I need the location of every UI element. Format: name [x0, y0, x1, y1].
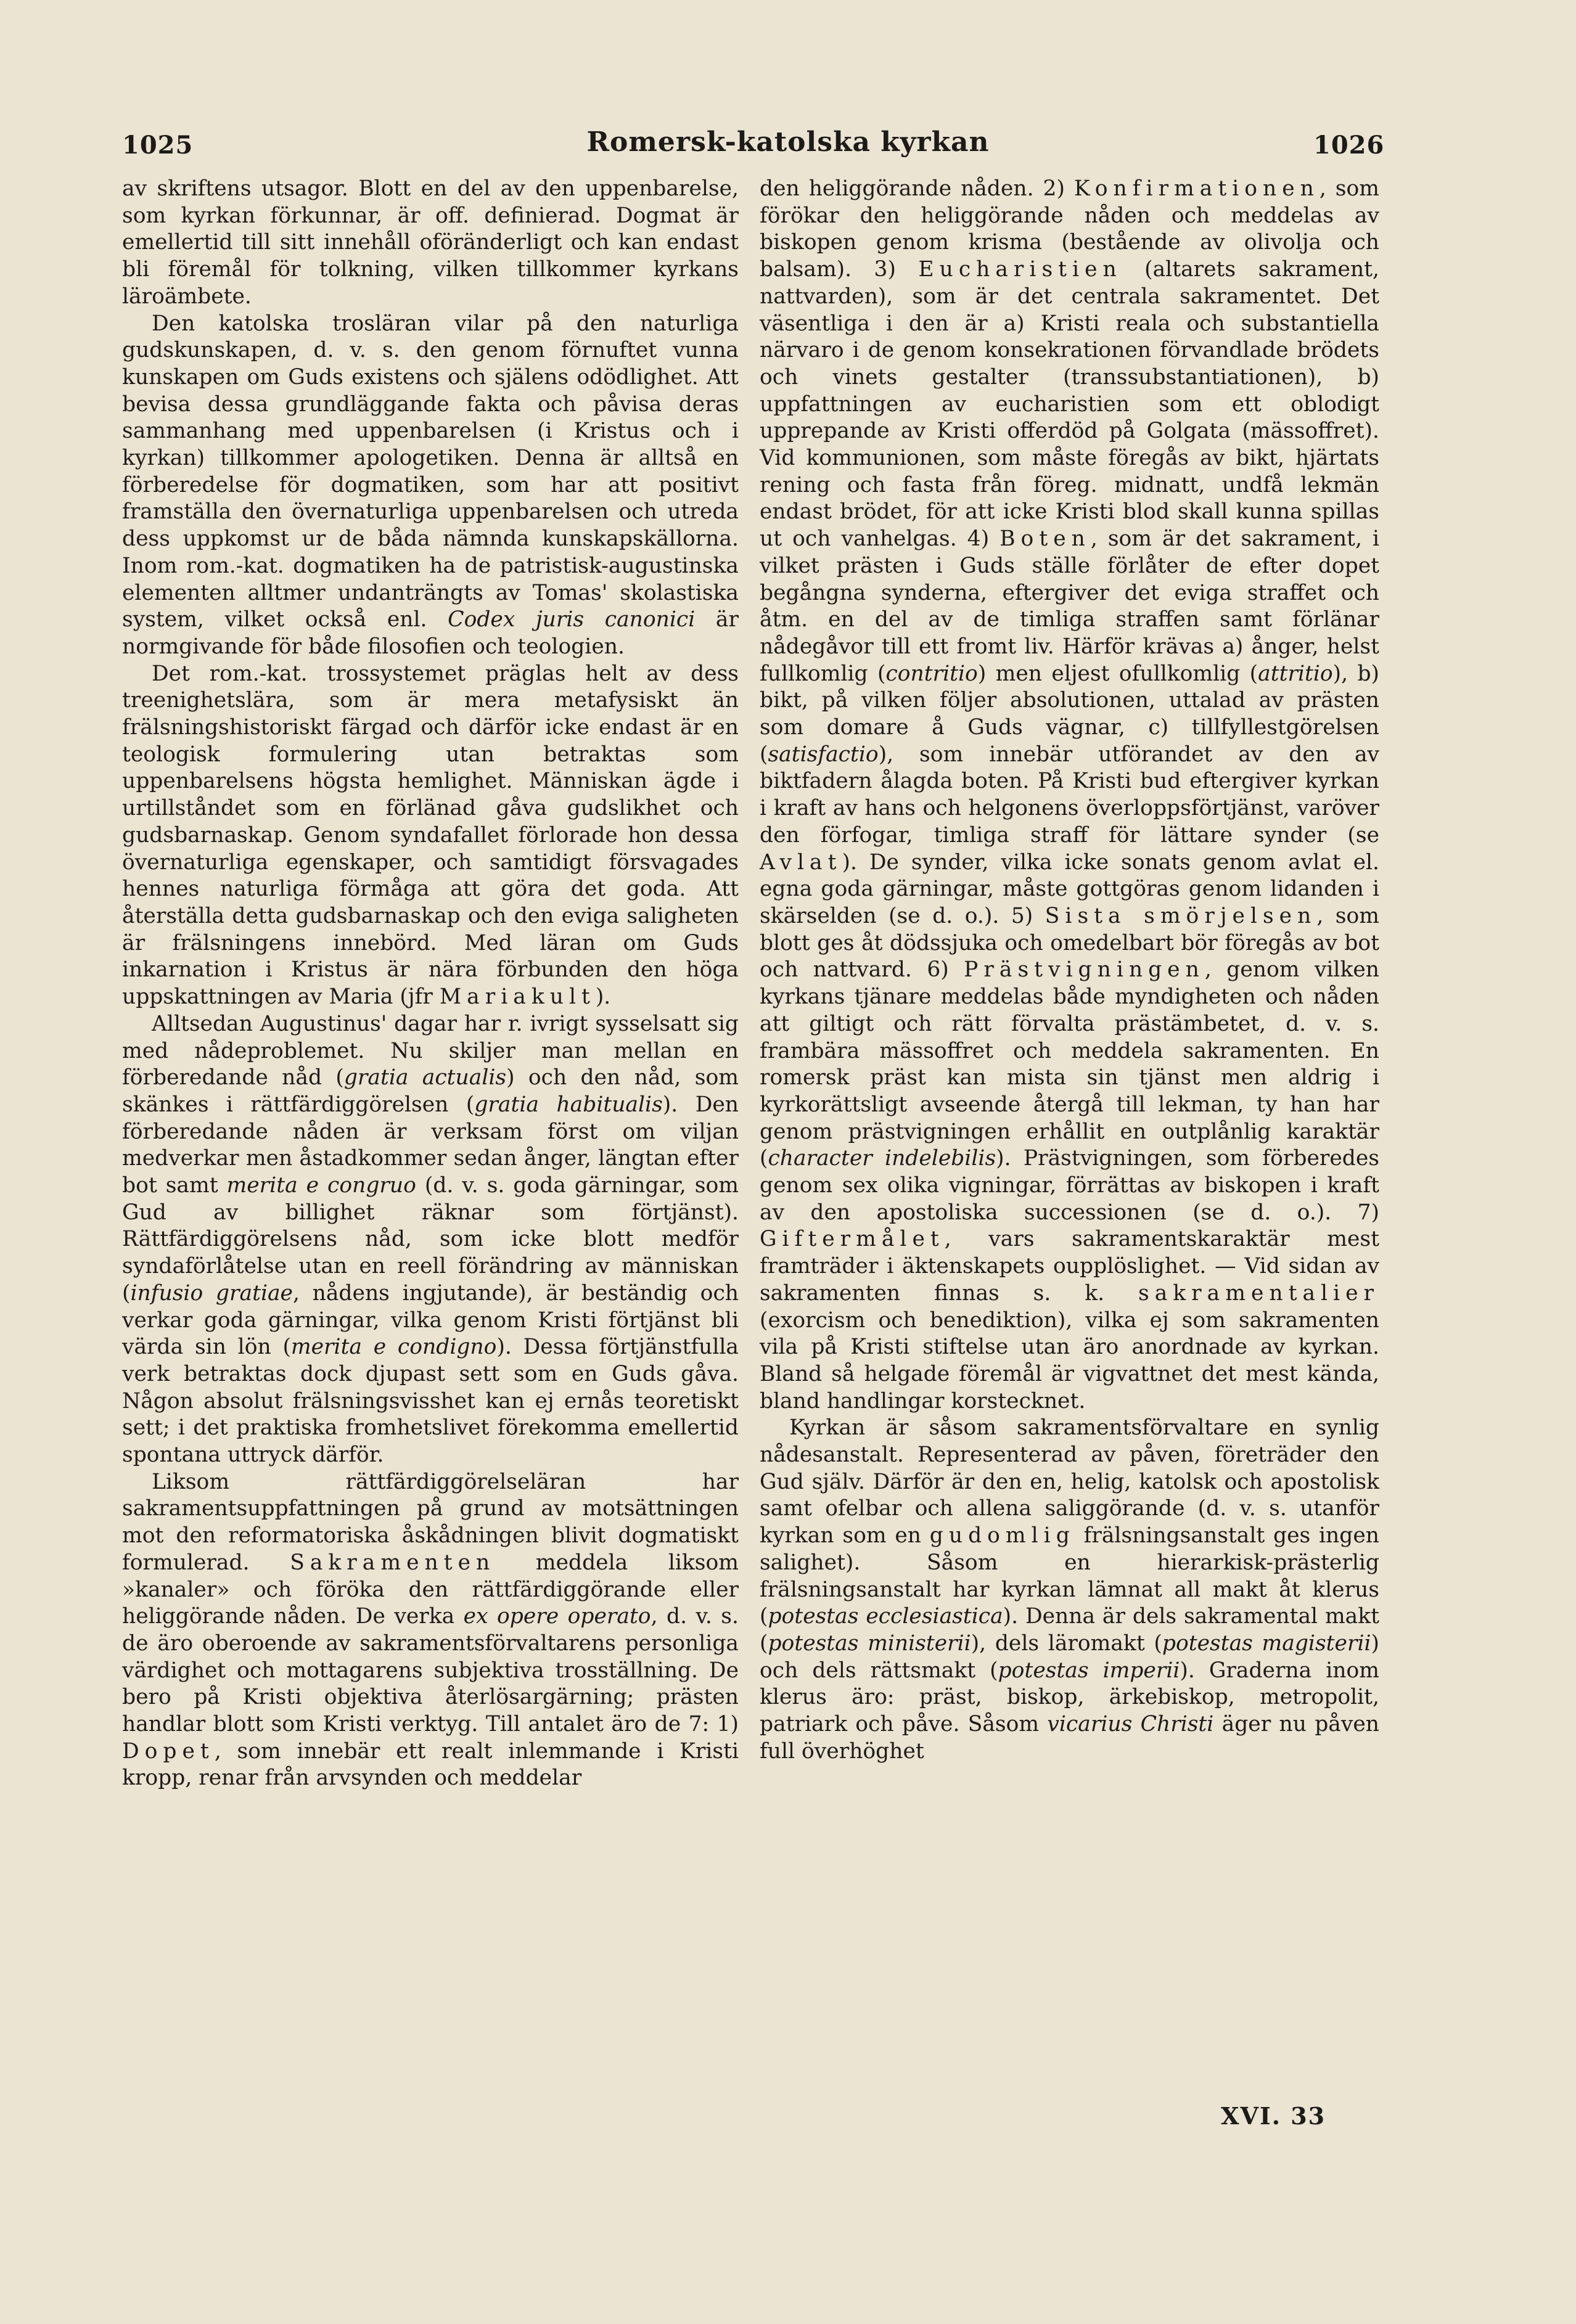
left-column	[122, 176, 739, 1792]
cross-reference: Mariakult	[439, 984, 596, 1010]
page-number-right: 1026	[1313, 131, 1385, 160]
paragraph: Den katolska trosläran vilar på den naturliga gudskunskapen, d. v. s. den genom förnuftet vunna kunskapen om Guds existens och själens odödlighet. Att bevisa dessa grundläggande fakta och påvisa deras sammanhang med uppenbarelsen (i Kristus och i kyrkan) tillkommer apologetiken. Denna är alltså en förberedelse för dogmatiken, som har att positivt framställa den övernaturliga uppenbarelsen och utreda dess uppkomst ur de båda nämnda kunskapskällorna. Inom rom.-kat. dogmatiken ha de patristisk-augustinska elementen alltmer undanträngts av Tomas' skolastiska system, vilket också enl. Codex juris canonici är normgivande för både filosofien och teologien.	[122, 311, 739, 659]
running-title: Romersk-katolska kyrkan	[586, 126, 990, 158]
right-column	[760, 176, 1379, 1765]
paragraph: Det rom.-kat. trossystemet präglas helt av dess treenighetslära, som är mera metafysiskt än frälsningshistoriskt färgad och därför icke endast är en teologisk formulering utan betraktas som uppenbarelsens högsta hemlighet. Människan ägde i urtillståndet som en förlänad gåva gudslikhet och gudsbarnaskap. Genom syndafallet förlorade hon dessa övernaturliga egenskaper, och samtidigt försvagades hennes naturliga förmåga att göra det goda. Att återställa detta gudsbarnaskap och den eviga saligheten är frälsningens innebörd. Med läran om Guds inkarnation i Kristus är nära förbunden den höga uppskattningen av Maria (jfr Mariakult).	[122, 661, 739, 1010]
paragraph: av skriftens utsagor. Blott en del av den uppenbarelse, som kyrkan förkunnar, är off. definierad. Dogmat är emellertid till sitt innehåll oföränderligt och kan endast bli föremål för tolkning, vilken tillkommer kyrkans läroämbete.	[122, 176, 739, 309]
signature-mark: XVI. 33	[1221, 2102, 1326, 2130]
paragraph: Liksom rättfärdiggörelseläran har sakramentsuppfattningen på grund av motsättningen mot den reformatoriska åskådningen blivit dogmatiskt formulerad. Sakramenten meddela liksom »kanaler» och föröka den rättfärdiggörande eller heliggörande nåden. De verka ex opere operato, d. v. s. de äro oberoende av sakramentsförvaltarens personliga värdighet och mottagarens subjektiva trosställning. De bero på Kristi objektiva återlösargärning; prästen handlar blott som Kristi verktyg. Till antalet äro de 7: 1) Dopet, som innebär ett realt inlemmande i Kristi kropp, renar från arvsynden och meddelar	[122, 1469, 739, 1791]
paragraph: Kyrkan är såsom sakramentsförvaltare en synlig nådesanstalt. Representerad av påven, företräder den Gud själv. Därför är den en, helig, katolsk och apostolisk samt ofelbar och allena saliggörande (d. v. s. utanför kyrkan som en gudomlig frälsningsanstalt ges ingen salighet). Såsom en hierarkisk-prästerlig frälsningsanstalt har kyrkan lämnat all makt åt klerus (potestas ecclesiastica). Denna är dels sakramental makt (potestas ministerii), dels läromakt (potestas magisterii) och dels rättsmakt (potestas imperii). Graderna inom klerus äro: präst, biskop, ärkebiskop, metropolit, patriark och påve. Såsom vicarius Christi äger nu påven full överhöghet	[760, 1415, 1379, 1764]
cross-reference: Avlat	[760, 849, 842, 875]
page-number-left: 1025	[122, 131, 194, 160]
paragraph: den heliggörande nåden. 2) Konfirmationen, som förökar den heliggörande nåden och meddelas av biskopen genom krisma (bestående av olivolja och balsam). 3) Eucharistien (altarets sakrament, nattvarden), som är det centrala sakramentet. Det väsentliga i den är a) Kristi reala och substantiella närvaro i de genom konsekrationen förvandlade brödets och vinets gestalter (transsubstantiationen), b) uppfattningen av eucharistien som ett oblodigt upprepande av Kristi offerdöd på Golgata (mässoffret). Vid kommunionen, som måste föregås av bikt, hjärtats rening och fasta från föreg. midnatt, undfå lekmän endast brödet, för att icke Kristi blod skall kunna spillas ut och vanhelgas. 4) Boten, som är det sakrament, i vilket prästen i Guds ställe förlåter de efter dopet begångna synderna, eftergiver det eviga straffet och åtm. en del av de timliga straffen samt förlänar nådegåvor till ett fromt liv. Härför krävas a) ånger, helst fullkomlig (contritio) men eljest ofullkomlig (attritio), b) bikt, på vilken följer absolutionen, uttalad av prästen som domare å Guds vägnar, c) tillfyllestgörelsen (satisfactio), som innebär utförandet av den av biktfadern ålagda boten. På Kristi bud eftergiver kyrkan i kraft av hans och helgonens överloppsförtjänst, varöver den förfogar, timliga straff för lättare synder (se Avlat). De synder, vilka icke sonats genom avlat el. egna goda gärningar, måste gottgöras genom lidanden i skärselden (se d. o.). 5) Sista smörjelsen, som blott ges åt dödssjuka och omedelbart bör föregås av bot och nattvard. 6) Prästvigningen, genom vilken kyrkans tjänare meddelas både myndigheten och nåden att giltigt och rätt förvalta prästämbetet, d. v. s. frambära mässoffret och meddela sakramenten. En romersk präst kan mista sin tjänst men aldrig i kyrkorättsligt avseende återgå till lekman, ty han har genom prästvigningen erhållit en outplånlig karaktär (character indelebilis). Prästvigningen, som förberedes genom sex olika vigningar, förrättas av biskopen i kraft av den apostoliska successionen (se d. o.). 7) Giftermålet, vars sakramentskaraktär mest framträder i äktenskapets oupplöslighet. — Vid sidan av sakramenten finnas s. k. sakramentalier (exorcism och benediktion), vilka ej som sakramenten vila på Kristi stiftelse utan äro anordnade av kyrkan. Bland så helgade föremål är vigvattnet det mest kända, bland handlingar korstecknet.	[760, 176, 1380, 1414]
paragraph: Alltsedan Augustinus' dagar har r. ivrigt sysselsatt sig med nådeproblemet. Nu skiljer man mellan en förberedande nåd (gratia actualis) och den nåd, som skänkes i rättfärdiggörelsen (gratia habitualis). Den förberedande nåden är verksam först om viljan medverkar men åstadkommer sedan ånger, längtan efter bot samt merita e congruo (d. v. s. goda gärningar, som Gud av billighet räknar som förtjänst). Rättfärdiggörelsens nåd, som icke blott medför syndaförlåtelse utan en reell förändring av människan (infusio gratiae, nådens ingjutande), är beständig och verkar goda gärningar, vilka genom Kristi förtjänst bli värda sin lön (merita e condigno). Dessa förtjänstfulla verk betraktas dock djupast sett som en Guds gåva. Någon absolut frälsningsvisshet kan ej ernås teoretiskt sett; i det praktiska fromhetslivet förekomma emellertid spontana uttryck därför.	[122, 1011, 739, 1468]
